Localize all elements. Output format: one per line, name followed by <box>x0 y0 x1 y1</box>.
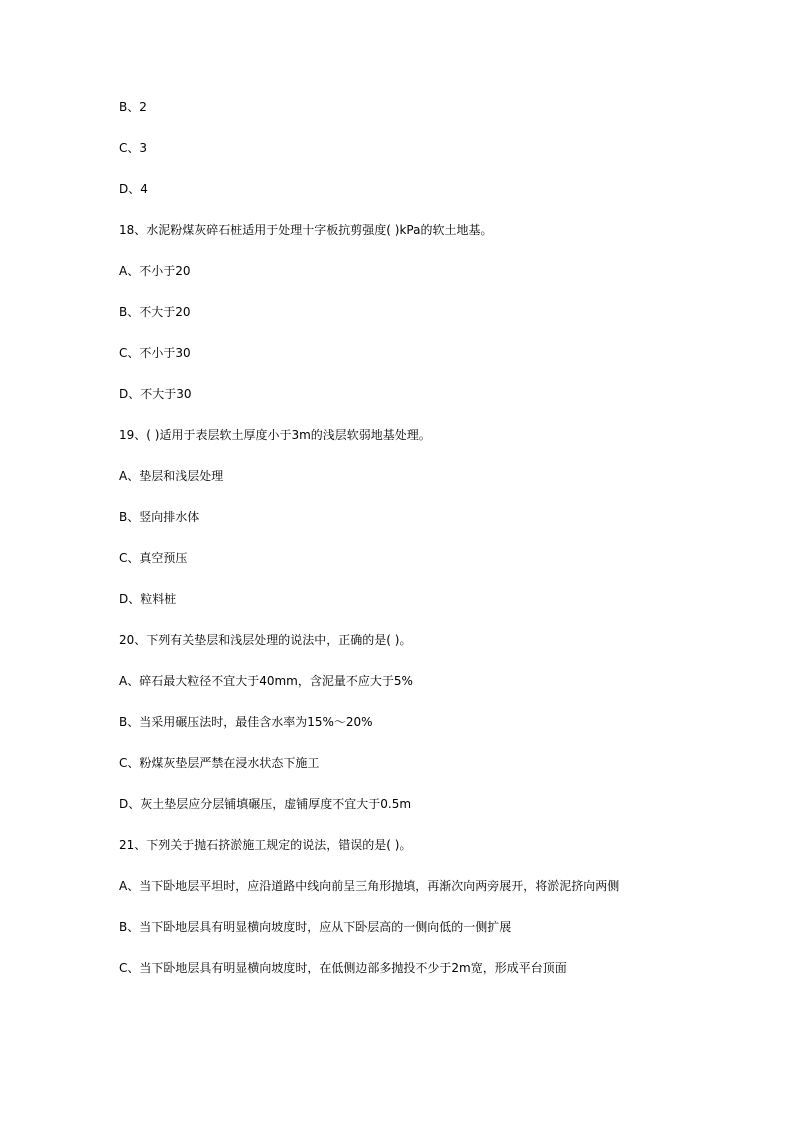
option-c-q17: C、3 <box>119 141 148 155</box>
question-21: 21、下列关于抛石挤淤施工规定的说法，错误的是( )。 <box>119 838 412 852</box>
option-c-q21: C、当下卧地层具有明显横向坡度时，在低侧边部多抛投不少于2m宽，形成平台顶面 <box>119 961 567 975</box>
option-d-q17: D、4 <box>119 182 148 196</box>
question-20: 20、下列有关垫层和浅层处理的说法中，正确的是( )。 <box>119 633 412 647</box>
question-content <box>119 98 679 978</box>
option-b-q18: B、不大于20 <box>119 305 191 319</box>
option-b-q19: B、竖向排水体 <box>119 510 200 524</box>
option-a-q21: A、当下卧地层平坦时，应沿道路中线向前呈三角形抛填，再渐次向两旁展开，将淤泥挤向两侧 <box>119 879 620 893</box>
option-b-q17: B、2 <box>119 100 147 114</box>
question-18: 18、水泥粉煤灰碎石桩适用于处理十字板抗剪强度( )kPa的软土地基。 <box>119 223 493 237</box>
option-c-q19: C、真空预压 <box>119 551 188 565</box>
option-a-q18: A、不小于20 <box>119 264 191 278</box>
option-c-q20: C、粉煤灰垫层严禁在浸水状态下施工 <box>119 756 320 770</box>
option-b-q20: B、当采用碾压法时，最佳含水率为15%～20% <box>119 715 373 729</box>
option-d-q18: D、不大于30 <box>119 387 192 401</box>
question-19: 19、( )适用于表层软土厚度小于3m的浅层软弱地基处理。 <box>119 428 431 442</box>
option-a-q19: A、垫层和浅层处理 <box>119 469 224 483</box>
option-c-q18: C、不小于30 <box>119 346 191 360</box>
option-d-q20: D、灰土垫层应分层铺填碾压，虚铺厚度不宜大于0.5m <box>119 797 412 811</box>
option-d-q19: D、粒料桩 <box>119 592 177 606</box>
option-b-q21: B、当下卧地层具有明显横向坡度时，应从下卧层高的一侧向低的一侧扩展 <box>119 920 512 934</box>
option-a-q20: A、碎石最大粒径不宜大于40mm，含泥量不应大于5% <box>119 674 413 688</box>
